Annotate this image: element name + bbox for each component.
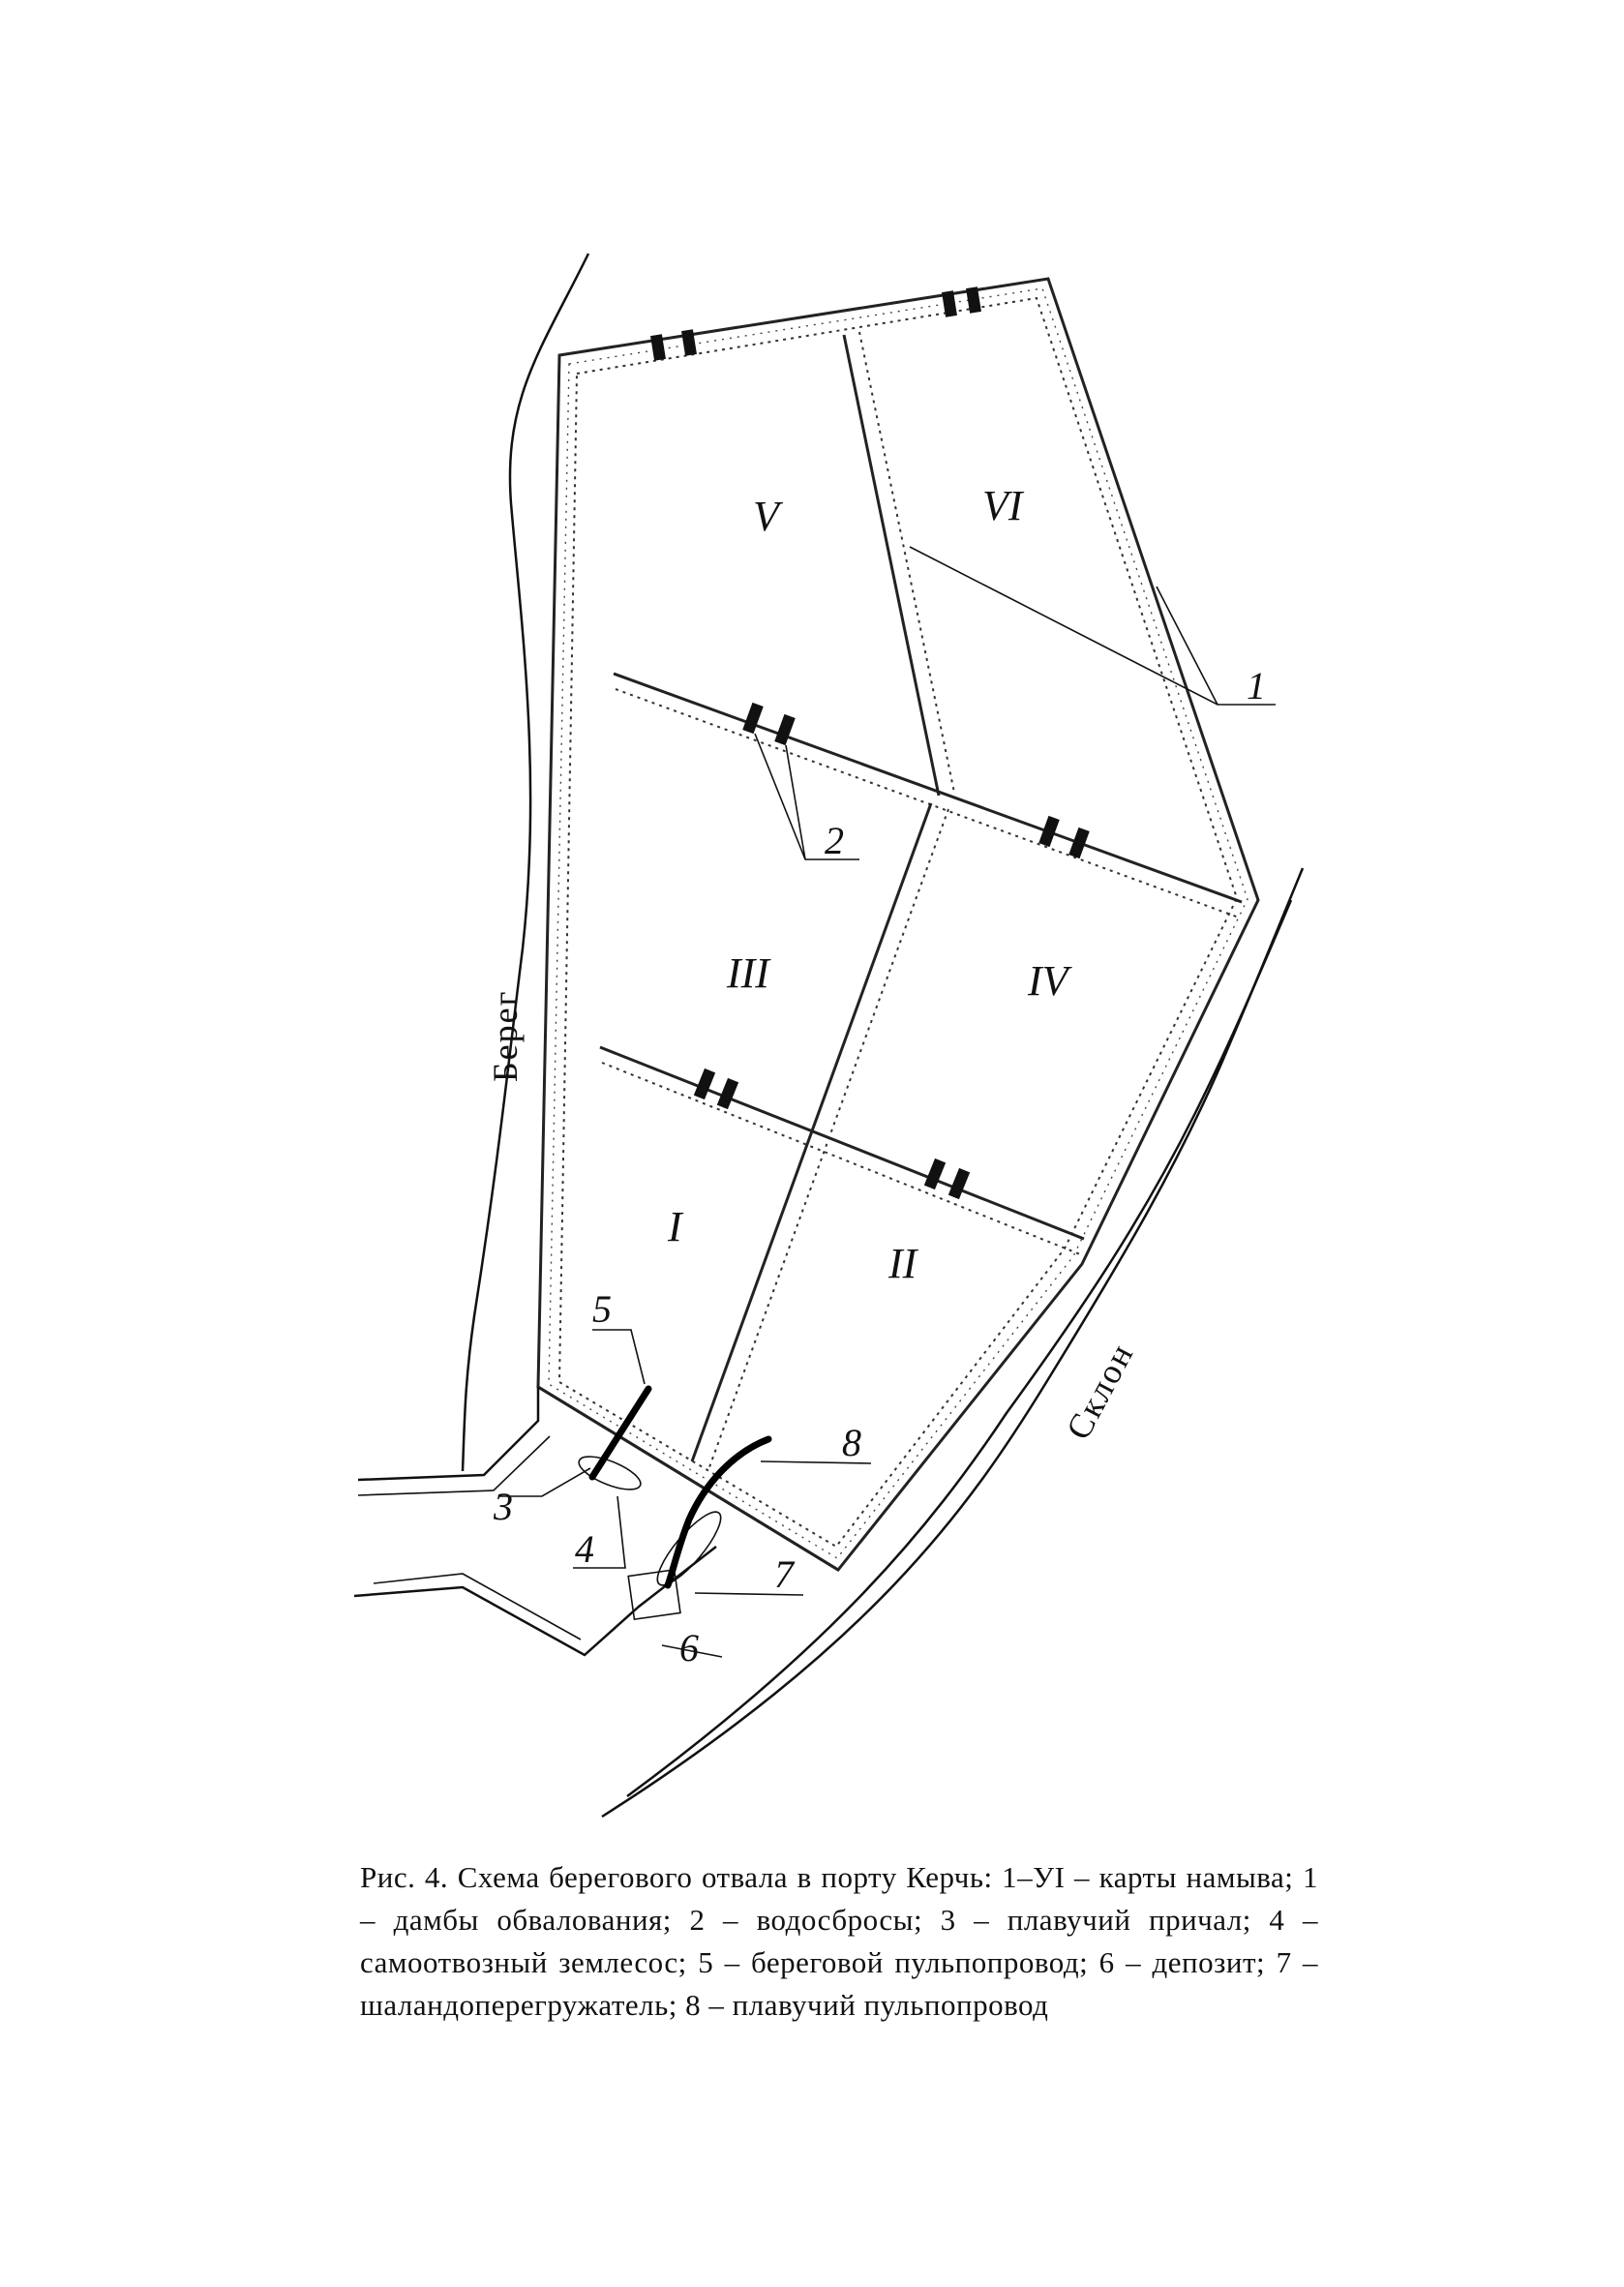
callout-2: 2 <box>825 819 844 862</box>
map-label-i: I <box>668 1203 682 1250</box>
map-label-iii: III <box>727 949 769 997</box>
slope-line-inner <box>627 900 1291 1796</box>
outer-dike <box>538 279 1258 1570</box>
floating-berth <box>575 1450 645 1496</box>
shore-line <box>463 254 588 1471</box>
map-label-v: V <box>753 493 779 540</box>
callout-1: 1 <box>1247 664 1266 707</box>
berth-area <box>354 1387 730 1655</box>
map-label-ii: II <box>888 1240 917 1287</box>
callout-6: 6 <box>679 1626 699 1670</box>
slope-line-outer <box>602 868 1303 1817</box>
callout-4: 4 <box>575 1527 594 1571</box>
map-label-iv: IV <box>1028 957 1068 1005</box>
sluices <box>650 286 1090 1199</box>
shore-label: Берег <box>486 989 525 1082</box>
shore-pipeline <box>592 1389 648 1477</box>
map-label-vi: VI <box>982 482 1023 529</box>
callout-7: 7 <box>774 1552 794 1596</box>
figure-caption: Рис. 4. Схема берегового отвала в порту Керчь: 1–УI – карты намыва; 1 – дамбы обвалования; 2 – водосбросы; 3 – плавучий причал; 4 – самоотвозный землесос; 5 – береговой пульпопровод; 6 – депозит; 7 – шаландоперегружатель; 8 – плавучий пульпопровод <box>360 1860 1318 2022</box>
callout-3: 3 <box>494 1485 513 1528</box>
callout-8: 8 <box>842 1421 861 1464</box>
slope-label: Склон <box>1058 1336 1142 1446</box>
inner-dikes <box>538 332 1242 1570</box>
callout-5: 5 <box>592 1287 612 1331</box>
